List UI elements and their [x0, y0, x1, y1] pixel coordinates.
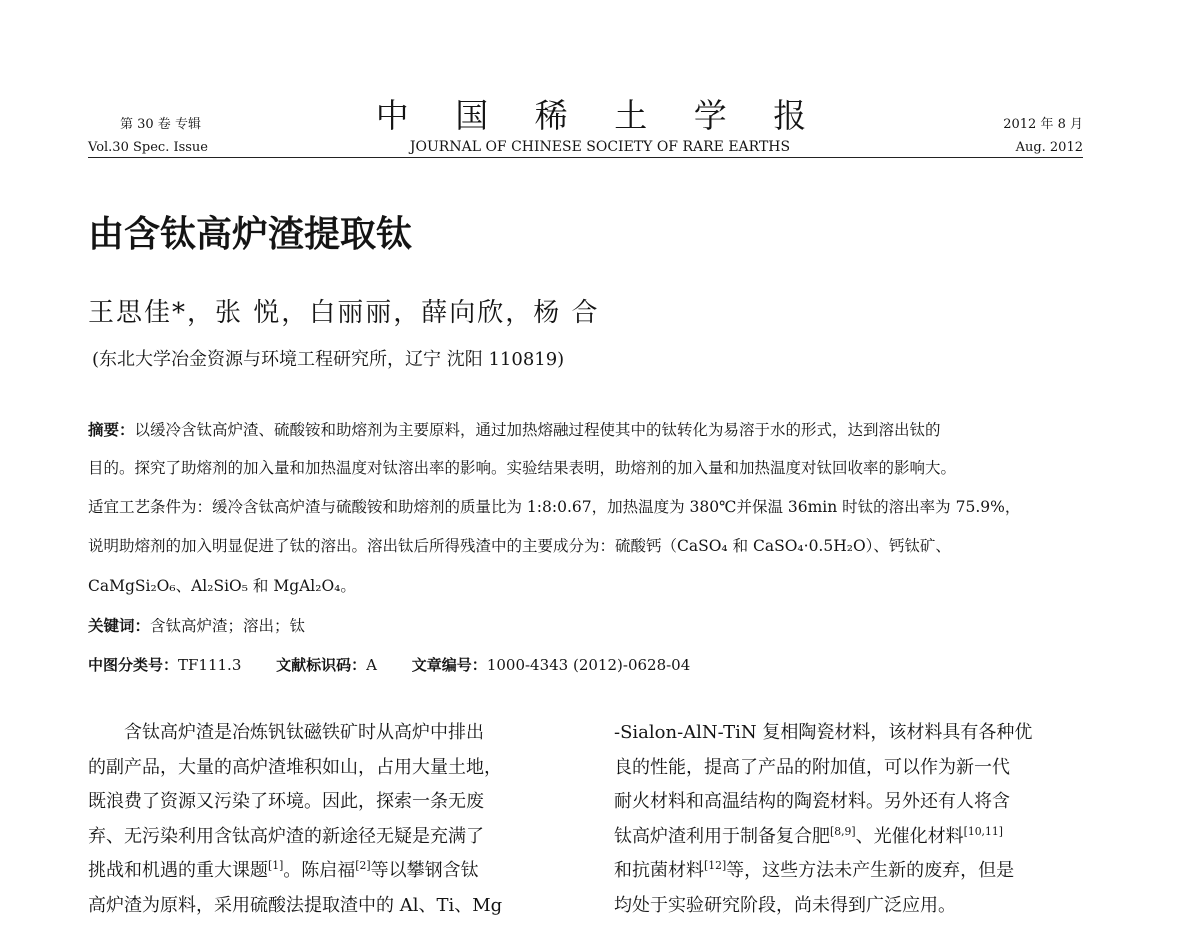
body-line: 耐火材料和高温结构的陶瓷材料。另外还有人将含	[614, 791, 1010, 812]
body-line	[614, 854, 1084, 889]
body-line: 的副产品，大量的高炉渣堆积如山，占用大量土地，	[88, 756, 502, 778]
volume-label-en: Vol.30 Spec. Issue	[88, 140, 208, 155]
citation-ref: [8,9]	[830, 824, 856, 838]
affiliation: (东北大学冶金资源与环境工程研究所，辽宁 沈阳 110819)	[92, 349, 565, 370]
journal-title-cn: 中 国 稀 土 学 报	[375, 96, 825, 135]
abstract-line: CaMgSi₂O₆、Al₂SiO₅ 和 MgAl₂O₄。	[88, 577, 356, 595]
body-line: 良的性能，提高了产品的附加值，可以作为新一代	[614, 756, 1010, 778]
body-text: 、光催化材料	[855, 825, 964, 847]
body-line: -Sialon-AlN-TiN 复相陶瓷材料，该材料具有各种优	[614, 722, 1033, 743]
clc-value: TF111.3	[178, 656, 242, 674]
abstract-line: 说明助熔剂的加入明显促进了钛的溶出。溶出钛后所得残渣中的主要成分为：硫酸钙（CaSO₄ 和 CaSO₄·0.5H₂O）、钙钛矿、	[88, 537, 951, 555]
doc-code-label: 文献标识码：	[276, 656, 367, 674]
volume-label-cn: 第 30 卷 专辑	[120, 117, 201, 132]
citation-ref: [10,11]	[963, 824, 1003, 838]
body-text: 和抗菌材料	[614, 860, 704, 881]
body-text: 等，这些方法未产生新的废弃，但是	[726, 860, 1015, 881]
journal-title-en: JOURNAL OF CHINESE SOCIETY OF RARE EARTHS	[409, 139, 791, 155]
header-divider	[88, 157, 1083, 158]
body-column-right	[614, 716, 1084, 923]
author-list: 王思佳*，张 悦，白丽丽，薛向欣，杨 合	[88, 298, 600, 328]
abstract-line: 适宜工艺条件为：缓冷含钛高炉渣与硫酸铵和助熔剂的质量比为 1:8:0.67，加热温度为 380℃并保温 36min 时钛的溶出率为 75.9%，	[88, 498, 1021, 516]
body-line: 含钛高炉渣是冶炼钒钛磁铁矿时从高炉中排出	[124, 722, 484, 743]
body-text: 。陈启福	[283, 860, 356, 881]
classification-line	[88, 655, 690, 675]
clc-label: 中图分类号：	[88, 656, 179, 674]
citation-ref: [2]	[355, 859, 371, 872]
doc-code-value: A	[366, 656, 378, 674]
body-text: 等以攀钢含钛	[370, 860, 479, 881]
abstract-text: 以缓冷含钛高炉渣、硫酸铵和助熔剂为主要原料，通过加热熔融过程使其中的钛转化为易溶于水的形式，达到溶出钛的	[134, 421, 941, 439]
abstract-label: 摘要：	[88, 421, 135, 439]
body-line	[614, 820, 1084, 855]
body-line: 高炉渣为原料，采用硫酸法提取渣中的 Al、Ti、Mg	[88, 894, 503, 916]
abstract-line	[88, 420, 1083, 440]
body-line: 弃、无污染利用含钛高炉渣的新途径无疑是充满了	[88, 825, 484, 847]
citation-ref: [1]	[268, 859, 284, 872]
body-line: 均处于实验研究阶段，尚未得到广泛应用。	[614, 894, 956, 916]
body-column-left	[88, 716, 558, 923]
paper-title: 由含钛高炉渣提取钛	[88, 214, 413, 255]
body-line: 既浪费了资源又污染了环境。因此，探索一条无废	[88, 791, 484, 812]
body-text: 挑战和机遇的重大课题	[88, 860, 268, 881]
citation-ref: [12]	[704, 859, 727, 872]
keywords-text: 含钛高炉渣；溶出；钛	[150, 617, 306, 635]
article-no-value: 1000-4343 (2012)-0628-04	[486, 656, 691, 674]
keywords-label: 关键词：	[88, 617, 151, 635]
issue-date-cn: 2012 年 8 月	[1003, 117, 1083, 132]
issue-date-en: Aug. 2012	[1015, 140, 1083, 155]
abstract-line: 目的。探究了助熔剂的加入量和加热温度对钛溶出率的影响。实验结果表明，助熔剂的加入量和加热温度对钛回收率的影响大。	[88, 459, 957, 477]
body-line	[88, 854, 558, 889]
keywords-line	[88, 616, 1083, 636]
article-no-label: 文章编号：	[411, 656, 487, 674]
body-text: 钛高炉渣利用于制备复合肥	[614, 825, 830, 847]
